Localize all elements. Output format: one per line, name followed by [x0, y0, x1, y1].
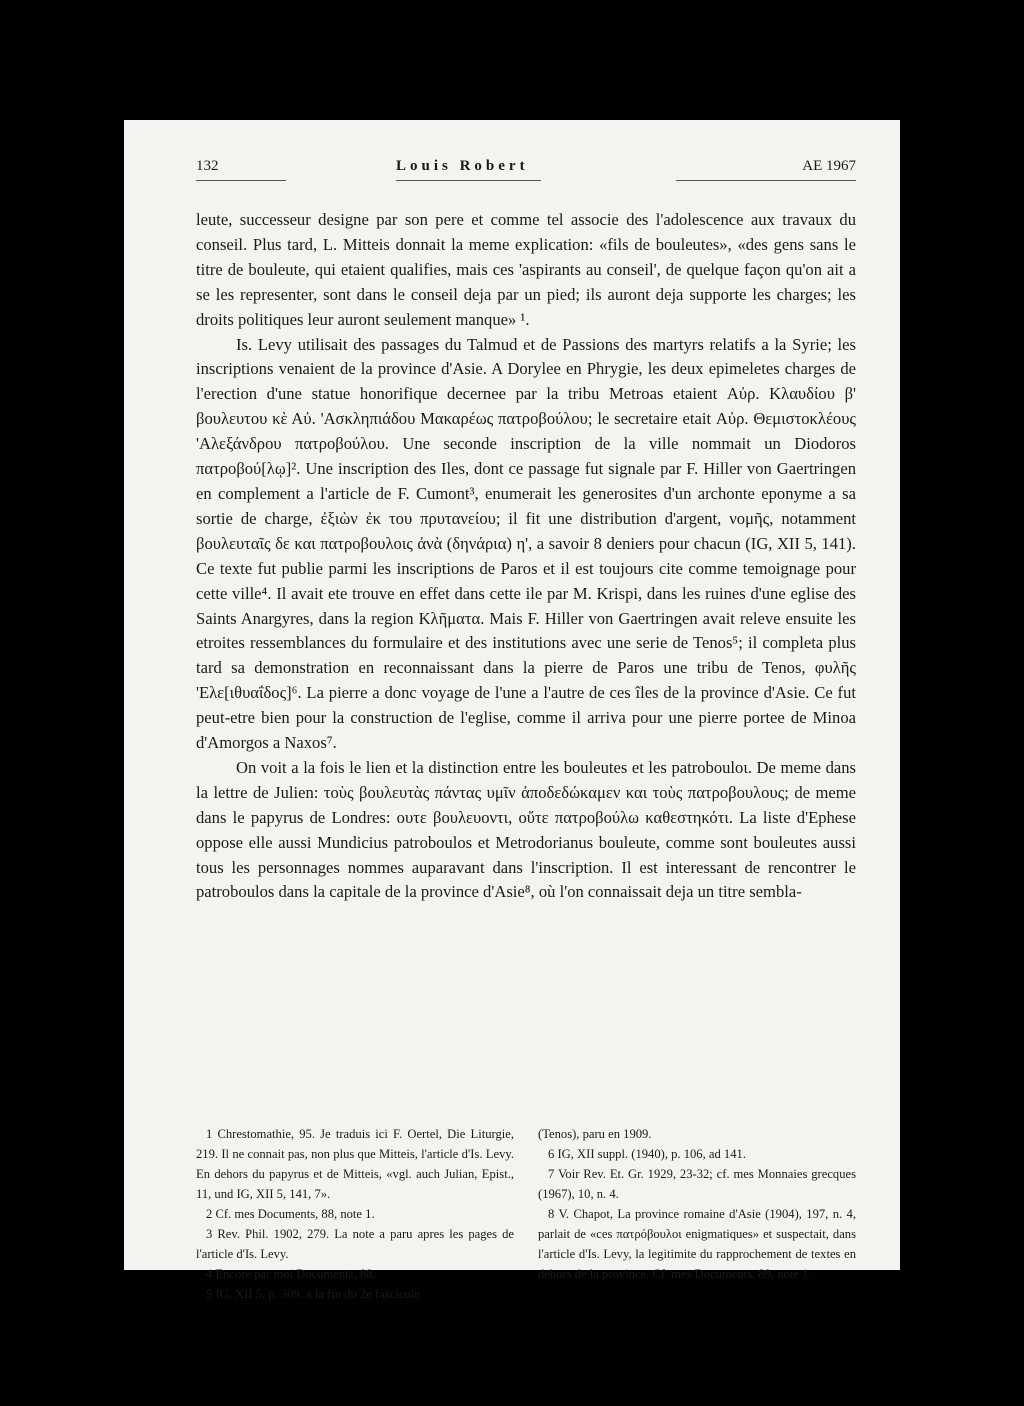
footnotes-left-column	[196, 1124, 514, 1304]
footnotes	[196, 1124, 856, 1304]
main-text	[196, 208, 856, 905]
footnote: 5 IG, XII 5, p. 309, a la fin du 2e fascicule	[206, 1287, 420, 1301]
header-rule	[396, 180, 541, 181]
footnote: 6 IG, XII suppl. (1940), p. 106, ad 141.	[548, 1147, 746, 1161]
page-scan	[124, 120, 900, 1301]
footnote: 3 Rev. Phil. 1902, 279. La note a paru apres les pages de l'article d'Is. Levy.	[196, 1227, 514, 1261]
paragraph: leute, successeur designe par son pere et comme tel associe des l'adolescence aux travaux du conseil. Plus tard, L. Mitteis donnait la meme explication: «fils de bouleutes», «des gens sans le titre de bouleute, qui etaient qualifies, mais ces 'aspirants au conseil', de quelque façon qu'on ait a se les representer, sont dans le conseil deja par un pied; ils auront deja supporte les charges; les droits politiques leur auront seulement manque» ¹.	[196, 210, 856, 329]
footnote: 7 Voir Rev. Et. Gr. 1929, 23-32; cf. mes Monnaies grecques (1967), 10, n. 4.	[538, 1167, 856, 1201]
header-rule	[196, 180, 286, 181]
footnote: 4 Encore par moi Documents, 88.	[206, 1267, 376, 1281]
page-number: 132	[196, 158, 219, 174]
footnote: 8 V. Chapot, La province romaine d'Asie (1904), 197, n. 4, parlait de «ces πατρόβουλοι enigmatiques» et suspectait, dans l'article d'Is. Levy, la legitimite du rapprochement de textes en dehors de la province. Cf. mes Documents, 89, note 1.	[538, 1207, 856, 1281]
running-header	[196, 158, 856, 180]
footnote: 2 Cf. mes Documents, 88, note 1.	[206, 1207, 375, 1221]
paragraph: Is. Levy utilisait des passages du Talmud et de Passions des martyrs relatifs a la Syrie; les inscriptions venaient de la province d'Asie. A Dorylee en Phrygie, les deux epimeletes charges de l'erection d'une statue honorifique decernee par la tribu Metroas etaient Αὐρ. Κλαυδίου β' βουλευτου κὲ Αὐ. 'Ασκληπιάδου Μακαρέως πατροβούλου; le secretaire etait Αὐρ. Θεμιστοκλέους 'Αλεξάνδρου πατροβούλου. Une seconde inscription de la ville nommait un Diodoros πατροβού[λῳ]². Une inscription des Iles, dont ce passage fut signale par F. Hiller von Gaertringen en complement a l'article de F. Cumont³, enumerait les generosites d'un archonte eponyme a sa sortie de charge, ἐξιὼν ἐκ του πρυτανείου; il fit une distribution d'argent, νομῆς, notamment βουλευταῖς δε και πατροβουλοις ἀνὰ (δηνάρια) η', a savoir 8 deniers pour chacun (IG, XII 5, 141). Ce texte fut publie parmi les inscriptions de Paros et il est toujours cite comme temoignage pour cette ville⁴. Il avait ete trouve en effet dans cette ile par M. Krispi, dans les ruines d'une eglise des Saints Anargyres, dans la region Κλῆματα. Mais F. Hiller von Gaertringen avait releve ensuite les etroites ressemblances du formulaire et des institutions avec une serie de Tenos⁵; il completa plus tard sa demonstration en reconnaissant dans la pierre de Paros une tribu de Tenos, φυλῆς 'Ελε[ιθυαΐδος]⁶. La pierre a donc voyage de l'une a l'autre de ces îles de la province d'Asie. Ce fut peut-etre bien pour la construction de l'eglise, comme il arriva pour une pierre portee de Minoa d'Amorgos a Naxos⁷.	[196, 334, 856, 753]
header-rule	[676, 180, 856, 181]
paragraph: On voit a la fois le lien et la distinction entre les bouleutes et les patroboulοι. De meme dans la lettre de Julien: τοὺς βουλευτὰς πάντας υμῖν ἀποδεδώκαμεν και τοὺς πατροβουλους; de meme dans le papyrus de Londres: ουτε βουλευοντι, οὔτε πατροβούλω καθεστηκότι. La liste d'Ephese oppose elle aussi Mundicius patroboulos et Metrodorianus bouleute, comme sont bouleutes aussi tous les personnages nommes auparavant dans l'inscription. Il est interessant de rencontrer le patroboulos dans la capitale de la province d'Asie⁸, où l'on connaissait deja un titre sembla-	[196, 757, 856, 902]
author-name: Louis Robert	[396, 158, 529, 174]
footnotes-right-column	[538, 1124, 856, 1304]
journal-code: AE 1967	[802, 158, 856, 174]
footnote: (Tenos), paru en 1909.	[538, 1127, 652, 1141]
footnote: 1 Chrestomathie, 95. Je traduis ici F. Oertel, Die Liturgie, 219. Il ne connait pas, non plus que Mitteis, l'article d'Is. Levy. En dehors du papyrus et de Mitteis, «vgl. auch Julian, Epist., 11, und IG, XII 5, 141, 7».	[196, 1127, 514, 1201]
